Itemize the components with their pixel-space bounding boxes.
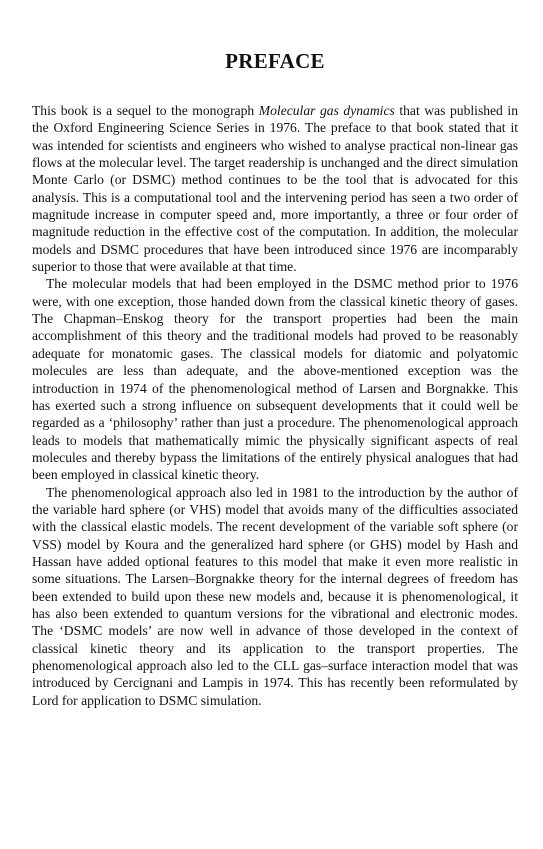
- paragraph-3: The phenomenological approach also led in 1981 to the introduction by the author of the variable hard sphere (or VHS) model that avoids many of the difficulties associated with the classical elastic models. The recent development of the variable soft sphere (or VSS) model by Koura and the generalized hard sphere (or GHS) model by Hash and Hassan have added optional features to this model that make it even more realistic in some situations. The Larsen–Borgnakke theory for the internal degrees of freedom has been extended to build upon these new models and, because it is phenomenological, it has also been extended to quantum versions for the vibrational and electronic modes. The ‘DSMC models’ are now well in advance of those developed in the context of classical kinetic theory and its application to the transport properties. The phenomenological approach also led to the CLL gas–surface interaction model that was introduced by Cercignani and Lampis in 1974. This has recently been reformulated by Lord for application to DSMC simulation.: [32, 484, 518, 708]
- book-title-italic: Molecular gas dynamics: [258, 103, 395, 118]
- preface-body: [32, 102, 518, 709]
- paragraph-2: The molecular models that had been employed in the DSMC method prior to 1976 were, with one exception, those handed down from the classical kinetic theory of gases. The Chapman–Enskog theory for the transport properties had been the main accomplishment of this theory and the traditional models had proved to be reasonably adequate for monatomic gases. The classical models for diatomic and polyatomic molecules are less than adequate, and the above-mentioned exception was the introduction in 1974 of the phenomenological method of Larsen and Borgnakke. This has exerted such a strong influence on subsequent developments that it could well be regarded as a ‘philosophy’ rather than just a procedure. The phenomenological approach leads to models that mathematically mimic the physically significant aspects of real molecules and thereby bypass the limitations of the entirely physical analogues that had been employed in classical kinetic theory.: [32, 276, 518, 483]
- paragraph-1-lead: This book is a sequel to the monograph: [32, 103, 259, 118]
- paragraph-1-rest: that was published in the Oxford Engineering Science Series in 1976. The preface to that book stated that it was intended for scientists and engineers who wished to analyse practical non-linear gas flows at the molecular level. The target readership is unchanged and the direct simulation Monte Carlo (or DSMC) method continues to be the tool that is advocated for this analysis. This is a computational tool and the intervening period has seen a two order of magnitude increase in computer speed and, more importantly, a three or four order of magnitude reduction in the effective cost of the computation. In addition, the molecular models and DSMC procedures that have been introduced since 1976 are incomparably superior to those that were available at that time.: [32, 103, 518, 275]
- page-title: PREFACE: [225, 49, 325, 73]
- paragraph-1: [32, 102, 518, 275]
- page: [32, 0, 518, 709]
